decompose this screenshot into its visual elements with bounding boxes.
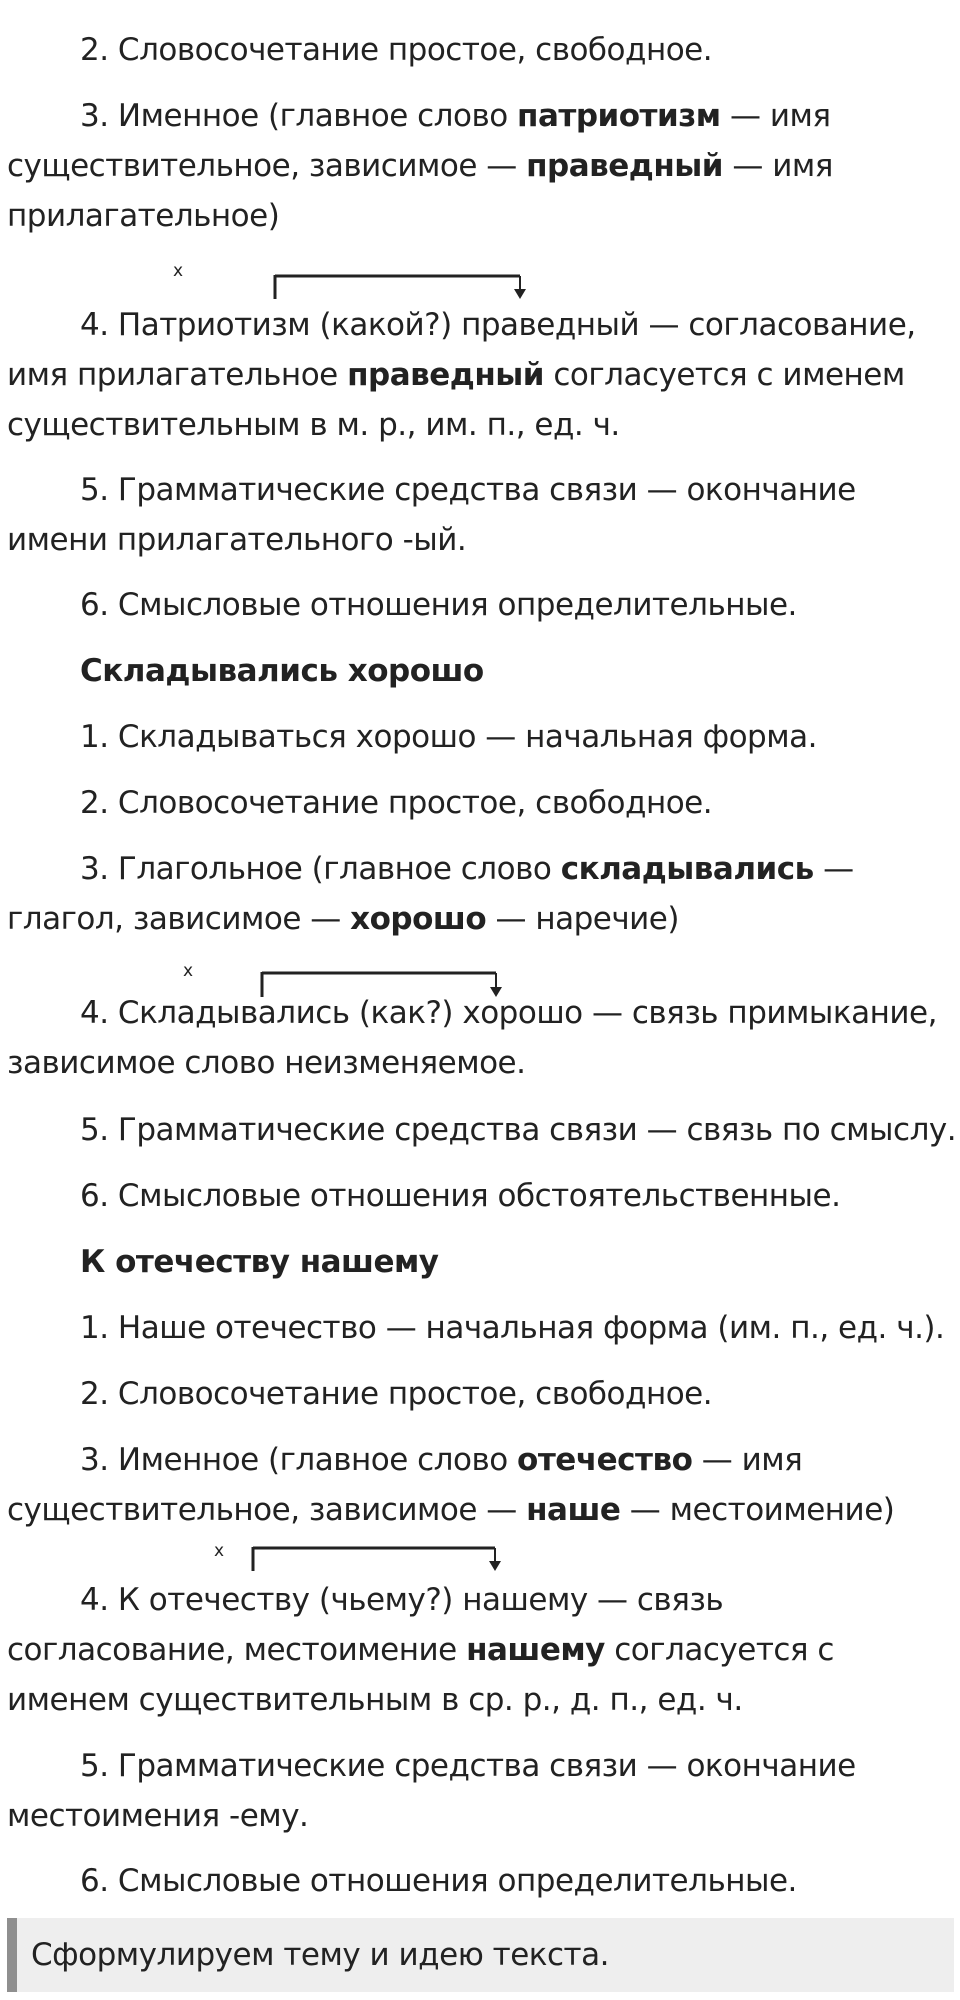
head-word-mark: x: [173, 261, 184, 281]
bold-head-word: складывались: [560, 851, 814, 887]
s1-line-2: 2. Словосочетание простое, свободное.: [80, 32, 713, 68]
prompt-callout: [7, 1918, 954, 1992]
s3-line-4: 4. К отечеству (чьему?) нашему — связь согласование, местоимение нашему согласуется с именем существительным в ср. р., д. п., ед. ч.: [7, 1582, 834, 1718]
bold-dependent-word: хорошо: [350, 901, 487, 937]
bold-dependent-word: праведный: [526, 148, 724, 184]
head-word-mark: x: [183, 961, 194, 981]
s1-line-5: 5. Грамматические средства связи — окончание имени прилагательного -ый.: [7, 472, 856, 558]
s1-link-scheme: [0, 263, 960, 303]
s2-line-4: 4. Складывались (как?) хорошо — связь примыкание, зависимое слово неизменяемое.: [7, 995, 937, 1081]
s2-line-6: 6. Смысловые отношения обстоятельственные.: [80, 1178, 841, 1214]
s2-heading: Складывались хорошо: [80, 653, 484, 689]
s1-line-3: 3. Именное (главное слово патриотизм — имя существительное, зависимое — праведный — имя прилагательное): [7, 98, 833, 234]
s3-line-5: 5. Грамматические средства связи — окончание местоимения -ему.: [7, 1748, 856, 1834]
s3-line-1: 1. Наше отечество — начальная форма (им. п., ед. ч.).: [80, 1310, 945, 1346]
head-word-mark: x: [214, 1541, 225, 1561]
bold-dependent-word: праведный: [347, 357, 544, 393]
s1-line-6: 6. Смысловые отношения определительные.: [80, 587, 797, 623]
s1-line-4: 4. Патриотизм (какой?) праведный — согласование, имя прилагательное праведный согласуется с именем существительным в м. р., им. п., ед. ч.: [7, 307, 916, 443]
s3-heading: К отечеству нашему: [80, 1244, 439, 1280]
s3-line-2: 2. Словосочетание простое, свободное.: [80, 1376, 713, 1412]
link-arrow-icon: [0, 263, 960, 303]
bold-dependent-word: наше: [526, 1492, 621, 1528]
s2-line-5: 5. Грамматические средства связи — связь по смыслу.: [80, 1112, 957, 1148]
s2-line-1: 1. Складываться хорошо — начальная форма.: [80, 719, 817, 755]
s2-line-3: 3. Глагольное (главное слово складывались — глагол, зависимое — хорошо — наречие): [7, 851, 854, 937]
s2-line-2: 2. Словосочетание простое, свободное.: [80, 785, 713, 821]
bold-head-word: патриотизм: [517, 98, 721, 134]
prompt-text: Сформулируем тему и идею текста.: [31, 1937, 609, 1973]
bold-head-word: отечество: [517, 1442, 693, 1478]
bold-dependent-word: нашему: [466, 1632, 605, 1668]
s3-line-6: 6. Смысловые отношения определительные.: [80, 1863, 797, 1899]
s3-line-3: 3. Именное (главное слово отечество — имя существительное, зависимое — наше — местоимение): [7, 1442, 895, 1528]
